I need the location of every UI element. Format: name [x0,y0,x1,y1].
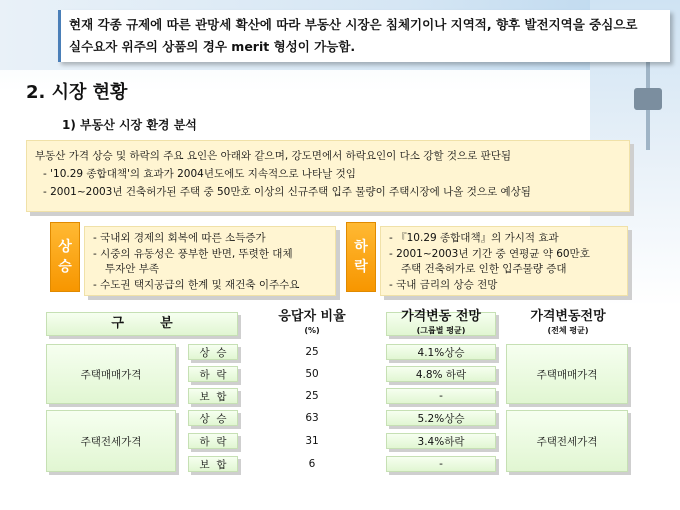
rise-factor-item: 투자안 부족 [105,263,160,275]
fall-tag [346,222,376,292]
analysis-line-1: 부동산 가격 상승 및 하락의 주요 요인은 아래와 같으며, 강도면에서 하락요인이 다소 강할 것으로 판단됨 [35,150,512,162]
summary-box [58,10,670,62]
table-header-ratio: 응답자 비율 (%) [278,309,346,335]
forecast-cell: 3.4%하락 [386,433,496,449]
analysis-line-3: - 2001~2003년 건축허가된 주택 중 50만호 이상의 신규주택 입주 물량이 주택시장에 나올 것으로 예상됨 [43,186,531,198]
rise-factors-box [84,226,336,296]
fall-factor-item: - 『10.29 종합대책』의 가시적 효과 [389,232,559,244]
analysis-box [26,140,630,212]
group-name-cell: 주택매매가격 [46,344,176,404]
rise-tag-char-2: 승 [58,259,72,275]
row-label-cell: 하 락 [188,366,238,382]
rise-factor-item: - 국내외 경제의 회복에 따른 소득증가 [93,232,266,244]
summary-line-1: 현재 각종 규제에 따른 관망세 확산에 따라 부동산 시장은 침체기이나 지역적, 향후 발전지역을 중심으로 [69,17,638,32]
rise-tag-char-1: 상 [58,239,72,255]
ratio-value: 31 [305,435,319,447]
table-header-forecast: 가격변동 전망 (그룹별 평균) [386,312,496,336]
forecast-cell: 4.1%상승 [386,344,496,360]
street-lamp-icon [634,88,662,110]
fall-factor-item: - 2001~2003년 기간 중 연평균 약 60만호 [389,247,590,260]
ratio-value: 50 [305,368,319,380]
fall-factor-item: - 국내 금리의 상승 전망 [389,278,498,291]
fall-factors-box [380,226,628,296]
rise-factor-item: - 시중의 유동성은 풍부한 반면, 뚜렷한 대체 [93,247,293,260]
ratio-value: 6 [308,458,316,470]
forecast-cell: 4.8% 하락 [386,366,496,382]
rise-factor-item: - 수도권 택지공급의 한계 및 재건축 이주수요 [93,278,300,291]
row-label-cell: 상 승 [188,410,238,426]
forecast-cell: 5.2%상승 [386,410,496,426]
summary-line-2: 실수요자 위주의 상품의 경우 merit 형성이 가능함. [69,39,356,54]
row-label-cell: 보 합 [188,456,238,472]
forecast-cell: - [386,388,496,404]
fall-tag-char-2: 락 [354,259,368,275]
ratio-value: 25 [305,390,319,402]
analysis-line-2: - '10.29 종합대책'의 효과가 2004년도에도 지속적으로 나타날 것임 [43,168,356,180]
sub-title: 1) 부동산 시장 환경 분석 [62,118,197,132]
ratio-value: 63 [305,412,319,424]
row-label-cell: 하 락 [188,433,238,449]
overall-cell: 주택매매가격 [506,344,628,404]
table-header-overall: 가격변동전망 (전체 평균) [530,309,606,335]
ratio-value: 25 [305,346,319,358]
row-label-cell: 상 승 [188,344,238,360]
section-title: 2. 시장 현황 [26,82,128,103]
table-header-category: 구 분 [46,312,238,336]
forecast-cell: - [386,456,496,472]
overall-cell: 주택전세가격 [506,410,628,472]
row-label-cell: 보 합 [188,388,238,404]
fall-tag-char-1: 하 [354,239,368,255]
rise-tag [50,222,80,292]
fall-factor-item: 주택 건축허가로 인한 입주물량 증대 [401,263,567,275]
group-name-cell: 주택전세가격 [46,410,176,472]
